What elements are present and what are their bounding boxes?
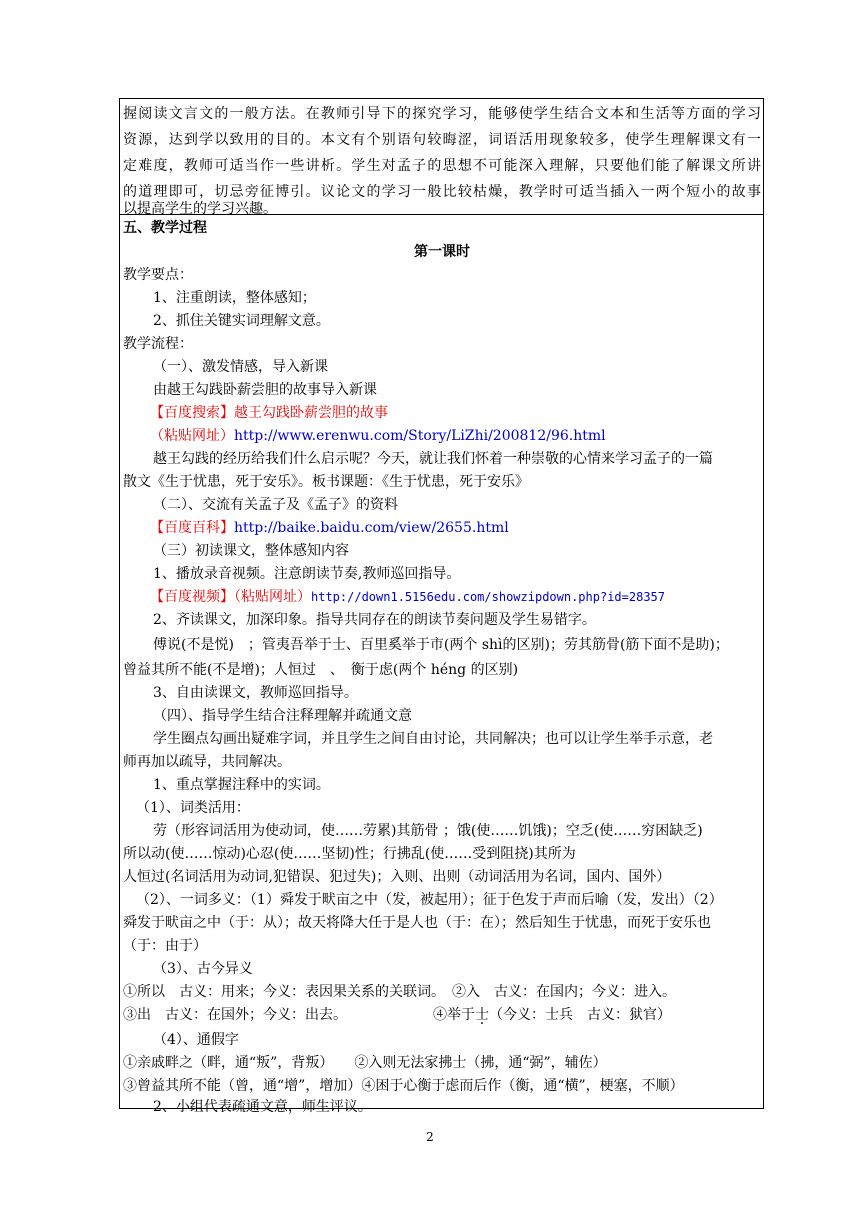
step-item: 2、齐读课文，加深印象。指导共同存在的朗读节奏问题及学生易错字。 — [153, 612, 596, 628]
loan-text: ③曾益其所不能（曾，通“增”，增加）④困于心衡于虑而后作（衡，通“横”，梗塞，不顺） — [123, 1078, 684, 1094]
subsection-title: （4）、通假字 — [153, 1032, 239, 1048]
step-text: 师再加以疏导，共同解决。 — [123, 754, 291, 770]
baidu-video-tag: 【百度视频】（粘贴网址） — [150, 589, 311, 605]
step-item: 2、小组代表疏通文意，师生评议。 — [153, 1099, 372, 1115]
subsection-title: （1）、词类活用： — [136, 800, 250, 816]
polysemy-text: （于：由于） — [123, 938, 207, 954]
step-text: 由越王勾践卧薪尝胆的故事导入新课 — [153, 382, 377, 398]
polysemy-text: （2）、一词多义：（1）舜发于畎亩之中（发，被起用）；征于色发于声而后喻（发，发出）（2） — [136, 892, 723, 908]
ancient-text-part: ③出 古义：在国外；今义：出去。 — [123, 1007, 347, 1023]
paste-url-tag: （粘贴网址） — [150, 428, 234, 444]
intro-paragraph-line: 的道理即可，切忌旁征博引。议论文的学习一般比较枯燥，教学时可适当插入一两个短小的故事 — [123, 184, 761, 200]
lesson-title: 第一课时 — [414, 244, 470, 260]
intro-text: 散文《生于忧患，死于安乐》。板书课题：《生于忧患，死于安乐》 — [123, 474, 529, 490]
flow-label: 教学流程： — [123, 336, 193, 352]
intro-paragraph-line: 资源，达到学以致用的目的。本文有个别语句较晦涩，词语活用现象较多，使学生理解课文有一 — [123, 132, 761, 148]
step-text: 学生圈点勾画出疑难字词，并且学生之间自由讨论，共同解决；也可以让学生举手示意，老 — [153, 731, 713, 747]
ancient-text-part: ④举于士（今义：士兵 古义：狱官） — [433, 1007, 671, 1023]
baidu-video-line — [150, 588, 761, 606]
intro-paragraph-line: 定难度，教师可适当作一些讲析。学生对孟子的思想不可能深入理解，只要他们能了解课文所讲 — [123, 158, 761, 174]
baidu-search-tag: 【百度搜索】 — [150, 405, 234, 421]
intro-text: 越王勾践的经历给我们什么启示呢？今天，就让我们怀着一种崇敬的心情来学习孟子的一篇 — [153, 451, 713, 467]
intro-paragraph-line: 握阅读文言文的一般方法。在教师引导下的探究学习，能够使学生结合文本和生活等方面的学习 — [123, 106, 761, 122]
usage-text: 劳（形容词活用为使动词，使……劳累)其筋骨 ；饿(使……饥饿)；空乏(使……穷困缺乏) — [153, 823, 703, 839]
subsection-title: （3）、古今异义 — [153, 961, 253, 977]
teaching-point: 2、抓住关键实词理解文意。 — [153, 313, 330, 329]
teaching-point: 1、注重朗读，整体感知； — [153, 290, 316, 306]
step-item: 3、自由读课文，教师巡回指导。 — [153, 685, 358, 701]
points-label: 教学要点： — [123, 267, 193, 283]
usage-text: 人恒过(名词活用为动词,犯错误、犯过失)；入则、出则（动词活用为名词，国内、国外） — [123, 869, 671, 885]
url-link[interactable]: http://www.erenwu.com/Story/LiZhi/200812/96.html — [234, 428, 606, 444]
step-title: （三）初读课文，整体感知内容 — [153, 543, 349, 559]
ancient-text: ①所以 古义：用来；今义：表因果关系的关联词。 ②入 古义：在国内；今义：进入。 — [123, 984, 676, 1000]
loan-text: ①亲戚畔之（畔，通“叛”，背叛） ②入则无法家拂士（拂，通“弼”，辅佐） — [123, 1055, 607, 1071]
ancient-text — [123, 1006, 761, 1024]
errors-text: 傅说(不是悦) ；管夷吾举于士、百里奚举于市(两个 shì的区别)；劳其筋骨(筋下面不是助)； — [153, 637, 729, 653]
baidu-baike-line — [150, 519, 761, 537]
baidu-baike-tag: 【百度百科】 — [150, 520, 234, 536]
url-link[interactable]: http://down1.5156edu.com/showzipdown.php?id=28357 — [311, 590, 666, 604]
step-title: （一）、激发情感，导入新课 — [153, 359, 328, 375]
step-title: （二）、交流有关孟子及《孟子》的资料 — [153, 497, 398, 513]
polysemy-text: 舜发于畎亩之中（于：从）；故天将降大任于是人也（于：在）；然后知生于忧患，而死于安乐也 — [123, 915, 711, 931]
paste-url-line — [150, 427, 761, 445]
baidu-search-line — [150, 404, 761, 422]
page-number: 2 — [426, 1130, 434, 1144]
intro-paragraph-line: 以提高学生的学习兴趣。 — [123, 201, 277, 217]
step-title: （四）、指导学生结合注释理解并疏通文意 — [153, 708, 412, 724]
baidu-search-link[interactable]: 越王勾践卧薪尝胆的故事 — [234, 405, 388, 421]
step-item: 1、播放录音视频。注意朗读节奏,教师巡回指导。 — [153, 566, 461, 582]
errors-text: 曾益其所不能(不是增)；人恒过 、 衡于虑(两个 héng 的区别) — [123, 662, 519, 678]
usage-text: 所以动(使……惊动)心忍(使……坚韧)性；行拂乱(使……受到阻挠)其所为 — [123, 846, 576, 862]
step-item: 1、重点掌握注释中的实词。 — [153, 777, 330, 793]
url-link[interactable]: http://baike.baidu.com/view/2655.html — [234, 520, 509, 536]
section-title: 五、教学过程 — [123, 220, 207, 236]
